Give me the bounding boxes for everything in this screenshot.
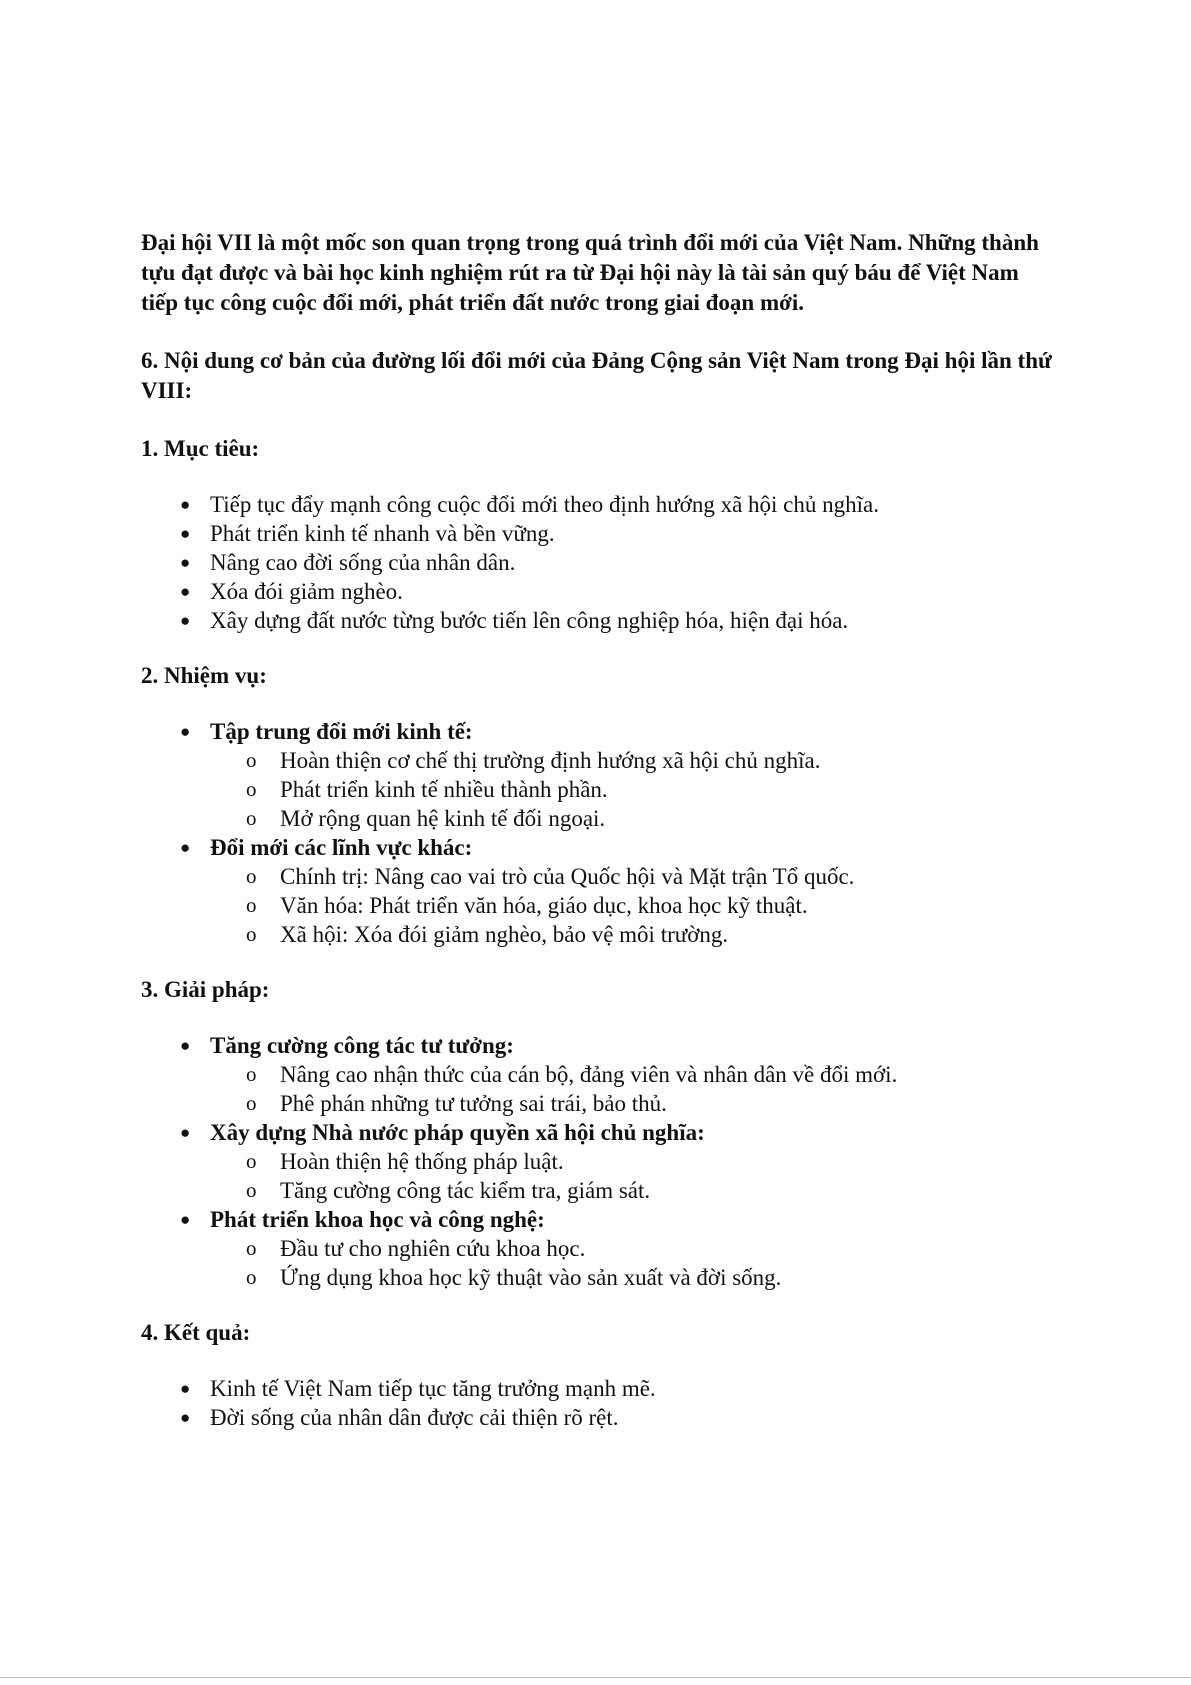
heading-giai-phap: 3. Giải pháp: — [141, 977, 270, 1002]
sub-bullet-icon: o — [246, 1236, 257, 1260]
sub-bullet-icon: o — [246, 806, 257, 830]
nhiem-vu-list — [141, 717, 1061, 746]
giai-phap-list-2 — [141, 1118, 1061, 1147]
sub-bullet-icon: o — [246, 864, 257, 888]
sub-list — [141, 746, 1061, 833]
giai-phap-list — [141, 1031, 1061, 1060]
sub-bullet-icon: o — [246, 1265, 257, 1289]
heading-muc-tieu: 1. Mục tiêu: — [141, 436, 260, 461]
group-title: Tăng cường công tác tư tưởng: — [210, 1033, 514, 1058]
bullet-icon: ● — [180, 582, 191, 601]
list-item — [141, 833, 1061, 862]
sub-list-item: o Ứng dụng khoa học kỹ thuật vào sản xuất và đời sống. — [246, 1265, 782, 1290]
sub-bullet-icon: o — [246, 1178, 257, 1202]
ket-qua-list — [141, 1374, 1061, 1432]
section-title: 6. Nội dung cơ bản của đường lối đổi mới của Đảng Cộng sản Việt Nam trong Đại hội lần thứ VIII: — [141, 348, 1052, 403]
bullet-icon: ● — [180, 611, 191, 630]
sub-list-item: o Đầu tư cho nghiên cứu khoa học. — [246, 1236, 586, 1261]
bullet-icon: ● — [180, 1379, 191, 1398]
bullet-icon: ● — [180, 524, 191, 543]
sub-list-item: o Chính trị: Nâng cao vai trò của Quốc hội và Mặt trận Tổ quốc. — [246, 864, 855, 889]
page-bottom-divider — [0, 1677, 1191, 1678]
list-item: ● Nâng cao đời sống của nhân dân. — [180, 550, 516, 575]
group-title: Xây dựng Nhà nước pháp quyền xã hội chủ nghĩa: — [210, 1120, 705, 1145]
list-item: ● Đời sống của nhân dân được cải thiện rõ rệt. — [180, 1405, 619, 1430]
sub-list-item: o Văn hóa: Phát triển văn hóa, giáo dục, khoa học kỹ thuật. — [246, 893, 808, 918]
sub-list-item: o Hoàn thiện cơ chế thị trường định hướng xã hội chủ nghĩa. — [246, 748, 821, 773]
heading-ket-qua: 4. Kết quả: — [141, 1320, 251, 1345]
sub-list — [141, 1060, 1061, 1118]
sub-bullet-icon: o — [246, 922, 257, 946]
list-item: ● Phát triển kinh tế nhanh và bền vững. — [180, 521, 555, 546]
sub-bullet-icon: o — [246, 777, 257, 801]
sub-list — [141, 1234, 1061, 1292]
bullet-icon: ● — [180, 838, 191, 857]
bullet-icon: ● — [180, 722, 191, 741]
sub-bullet-icon: o — [246, 1149, 257, 1173]
sub-list-item: o Tăng cường công tác kiểm tra, giám sát. — [246, 1178, 651, 1203]
sub-bullet-icon: o — [246, 893, 257, 917]
sub-list-item: o Phê phán những tư tưởng sai trái, bảo thủ. — [246, 1091, 667, 1116]
bullet-icon: ● — [180, 1036, 191, 1055]
document-page — [141, 228, 1061, 1432]
list-item: ● Xây dựng đất nước từng bước tiến lên công nghiệp hóa, hiện đại hóa. — [180, 608, 849, 633]
bullet-icon: ● — [180, 495, 191, 514]
list-item: ● Kinh tế Việt Nam tiếp tục tăng trưởng mạnh mẽ. — [180, 1376, 656, 1401]
sub-list-item: o Phát triển kinh tế nhiều thành phần. — [246, 777, 608, 802]
list-item — [141, 1205, 1061, 1234]
list-item: ● Tiếp tục đẩy mạnh công cuộc đổi mới theo định hướng xã hội chủ nghĩa. — [180, 492, 879, 517]
group-title: Phát triển khoa học và công nghệ: — [210, 1207, 545, 1232]
sub-list-item: o Xã hội: Xóa đói giảm nghèo, bảo vệ môi trường. — [246, 922, 729, 947]
list-item — [141, 1118, 1061, 1147]
group-title: Đổi mới các lĩnh vực khác: — [210, 835, 473, 860]
muc-tieu-list — [141, 490, 1061, 635]
heading-nhiem-vu: 2. Nhiệm vụ: — [141, 663, 267, 688]
sub-list-item: o Nâng cao nhận thức của cán bộ, đảng viên và nhân dân về đổi mới. — [246, 1062, 898, 1087]
bullet-icon: ● — [180, 1123, 191, 1142]
list-item: ● Xóa đói giảm nghèo. — [180, 579, 403, 604]
intro-paragraph: Đại hội VII là một mốc son quan trọng trong quá trình đổi mới của Việt Nam. Những thành tựu đạt được và bài học kinh nghiệm rút ra từ Đại hội này là tài sản quý báu để Việt Nam tiếp tục công cuộc đổi mới, phát triển đất nước trong giai đoạn mới. — [141, 230, 1039, 315]
bullet-icon: ● — [180, 1210, 191, 1229]
sub-list-item: o Mở rộng quan hệ kinh tế đối ngoại. — [246, 806, 606, 831]
sub-bullet-icon: o — [246, 1091, 257, 1115]
sub-list-item: o Hoàn thiện hệ thống pháp luật. — [246, 1149, 564, 1174]
list-item — [141, 717, 1061, 746]
sub-bullet-icon: o — [246, 1062, 257, 1086]
giai-phap-list-3 — [141, 1205, 1061, 1234]
nhiem-vu-list-2 — [141, 833, 1061, 862]
bullet-icon: ● — [180, 553, 191, 572]
sub-list — [141, 1147, 1061, 1205]
bullet-icon: ● — [180, 1408, 191, 1427]
group-title: Tập trung đổi mới kinh tế: — [210, 719, 473, 744]
list-item — [141, 1031, 1061, 1060]
sub-bullet-icon: o — [246, 748, 257, 772]
sub-list — [141, 862, 1061, 949]
